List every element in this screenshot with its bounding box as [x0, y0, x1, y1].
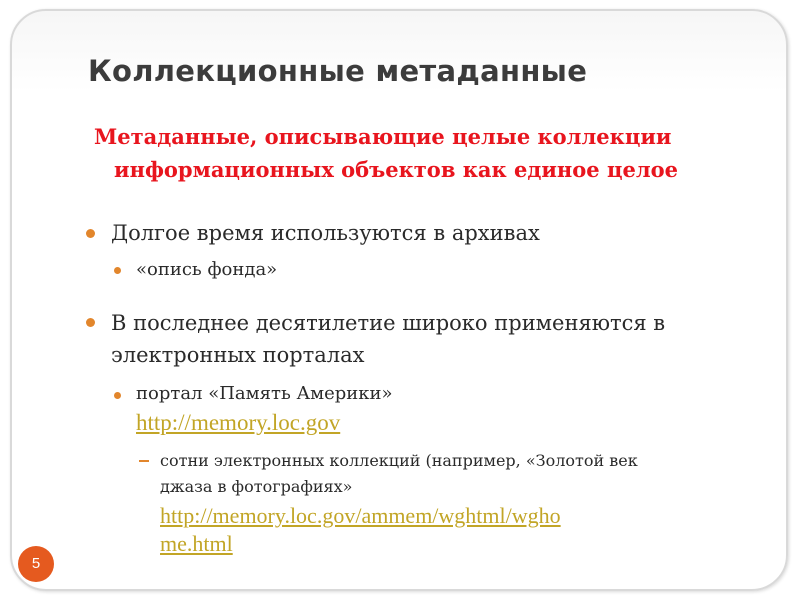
bullet-2-sub-1-link-wrap — [136, 408, 340, 438]
bullet-dot-icon — [86, 229, 95, 238]
bullet-dot-icon — [114, 392, 121, 399]
slide-subtitle — [94, 120, 754, 186]
bullet-2-sub-1-text: портал «Память Америки» — [136, 383, 393, 404]
bullet-dot-icon — [114, 267, 121, 274]
wghtml-link-line-1[interactable]: http://memory.loc.gov/ammem/wghtml/wgho — [160, 503, 561, 528]
bullet-2-text-line-1: В последнее десятилетие широко применяются в — [111, 311, 666, 335]
page-number-badge: 5 — [18, 546, 54, 582]
bullet-dot-icon — [86, 318, 95, 327]
bullet-2-sub-2-text-line-2: джаза в фотографиях» — [160, 477, 353, 496]
bullet-2-text-line-2: электронных порталах — [111, 343, 365, 367]
subtitle-line-1: Метаданные, описывающие целые коллекции — [94, 124, 672, 149]
bullet-2-sub-2-link-wrap — [160, 502, 561, 531]
memory-loc-gov-link[interactable]: http://memory.loc.gov — [136, 410, 341, 435]
bullet-dash-icon — [139, 460, 149, 462]
bullet-2-sub-2-text-line-1: сотни электронных коллекций (например, «Золотой век — [160, 451, 638, 470]
slide-title: Коллекционные метаданные — [88, 54, 588, 88]
bullet-2-sub-2-link-wrap-2 — [160, 530, 233, 559]
bullet-1-sub-1: «опись фонда» — [136, 259, 278, 280]
wghtml-link-line-2[interactable]: me.html — [160, 531, 233, 556]
bullet-1-text: Долгое время используются в архивах — [111, 221, 540, 245]
subtitle-line-2: информационных объектов как единое целое — [114, 157, 678, 182]
